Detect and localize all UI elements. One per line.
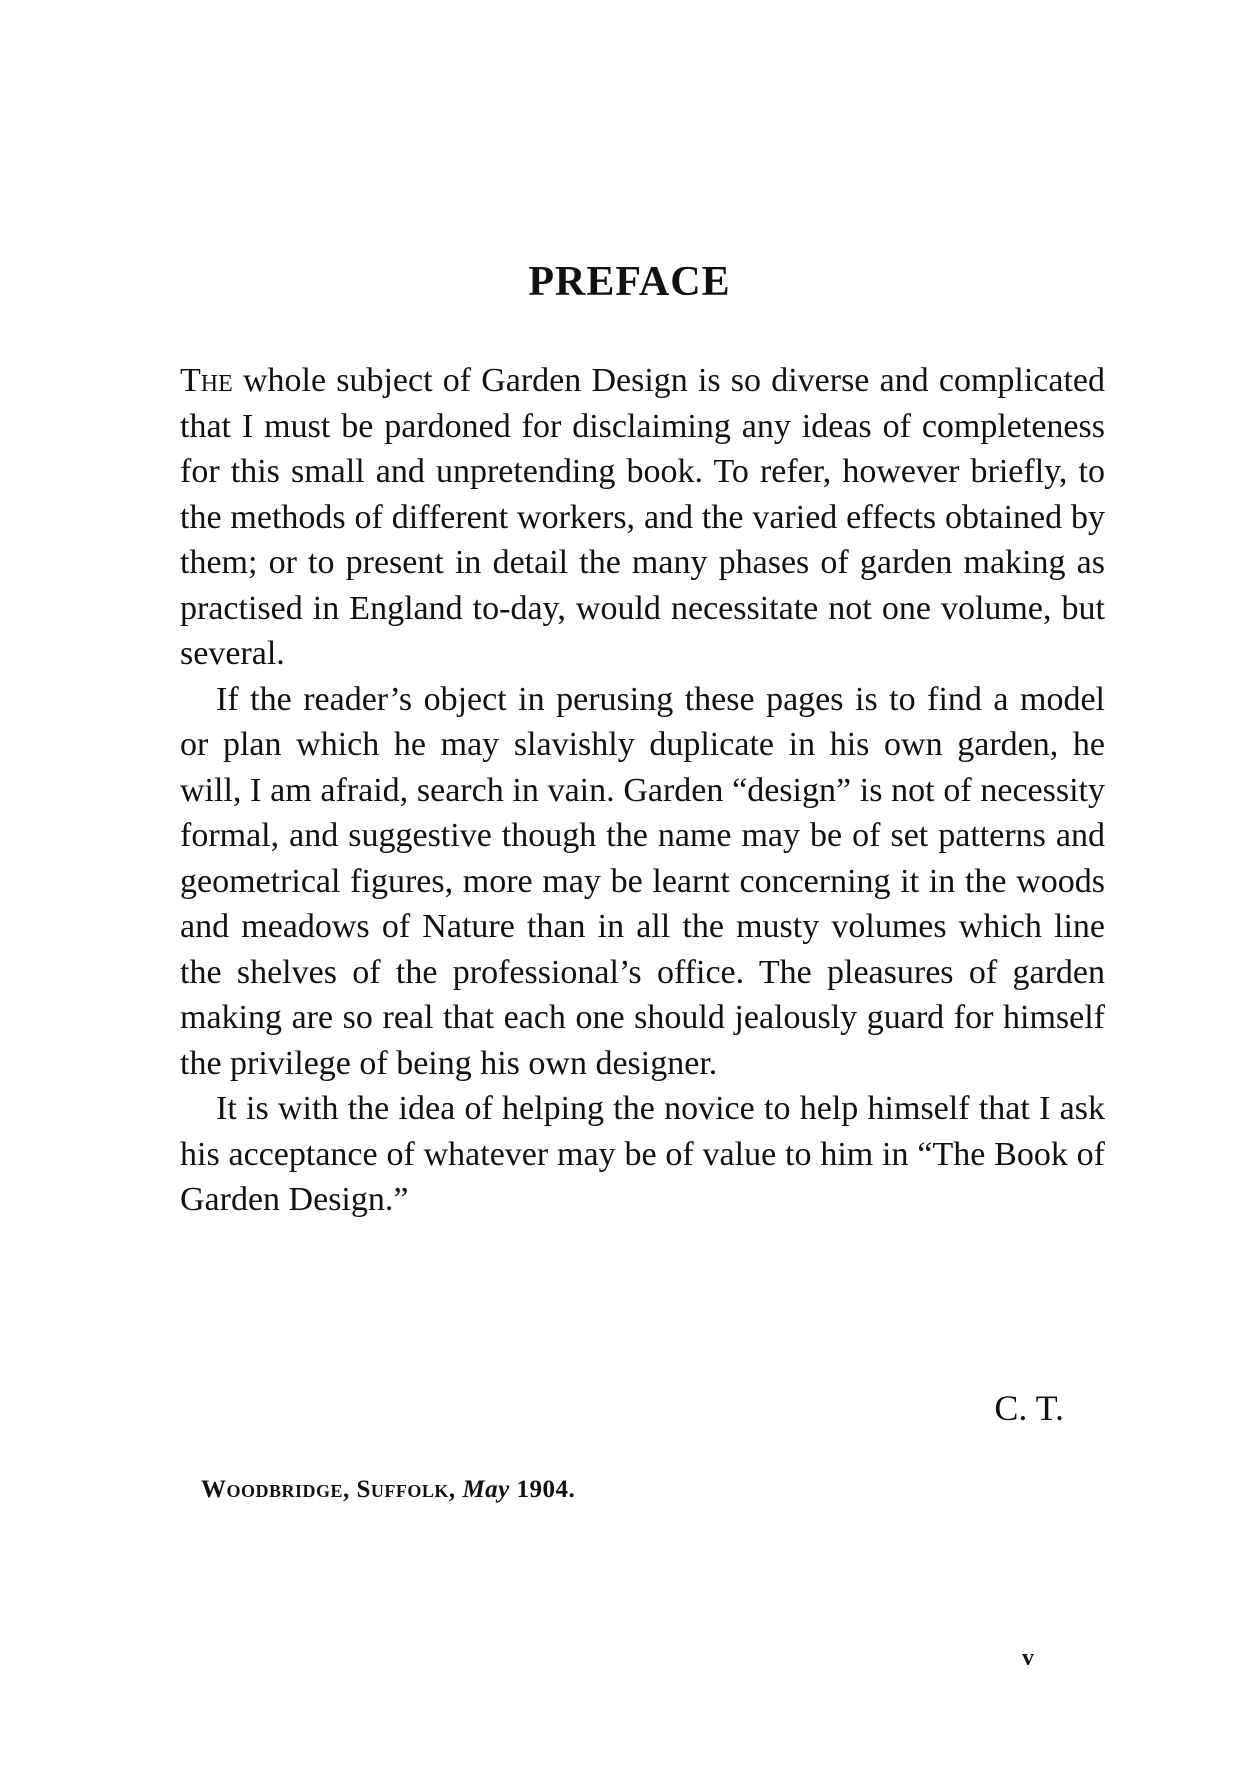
lead-word: The [180, 362, 233, 399]
page-title: PREFACE [528, 259, 731, 305]
paragraph-2: If the reader’s object in perusing these pages is to find a model or plan which he may slavishly duplicate in his own garden, he will, I am afraid, search in vain. Garden “design” is not of necessity formal, and suggestive though the name may be of set patterns and geometrical figures, more may be learnt concerning it in the woods and meadows of Nature than in all the musty volumes which line the shelves of the professional’s office. The pleasures of garden making are so real that each one should jealously guard for himself the privilege of being his own designer. [180, 680, 1105, 1082]
place-county: Suffolk, [356, 1476, 456, 1503]
preface-body [180, 358, 1105, 1223]
author-initials: C. T. [994, 1388, 1064, 1428]
place-year: 1904. [516, 1476, 576, 1503]
place-month: May [462, 1476, 510, 1503]
place-date-line [201, 1476, 575, 1504]
paragraph-1 [180, 358, 1105, 677]
page-number: v [1022, 1645, 1034, 1671]
place-town: Woodbridge, [201, 1476, 350, 1503]
paragraph-3: It is with the idea of helping the novice to help himself that I ask his acceptance of whatever may be of value to him in “The Book of Garden Design.” [180, 1090, 1105, 1218]
paragraph-1-text: whole subject of Garden Design is so diverse and complicated that I must be pardoned for disclaiming any ideas of completeness for this small and unpretending book. To refer, however briefly, to the methods of different workers, and the varied effects obtained by them; or to present in detail the many phases of garden making as practised in England to-day, would necessitate not one volume, but several. [180, 362, 1105, 672]
